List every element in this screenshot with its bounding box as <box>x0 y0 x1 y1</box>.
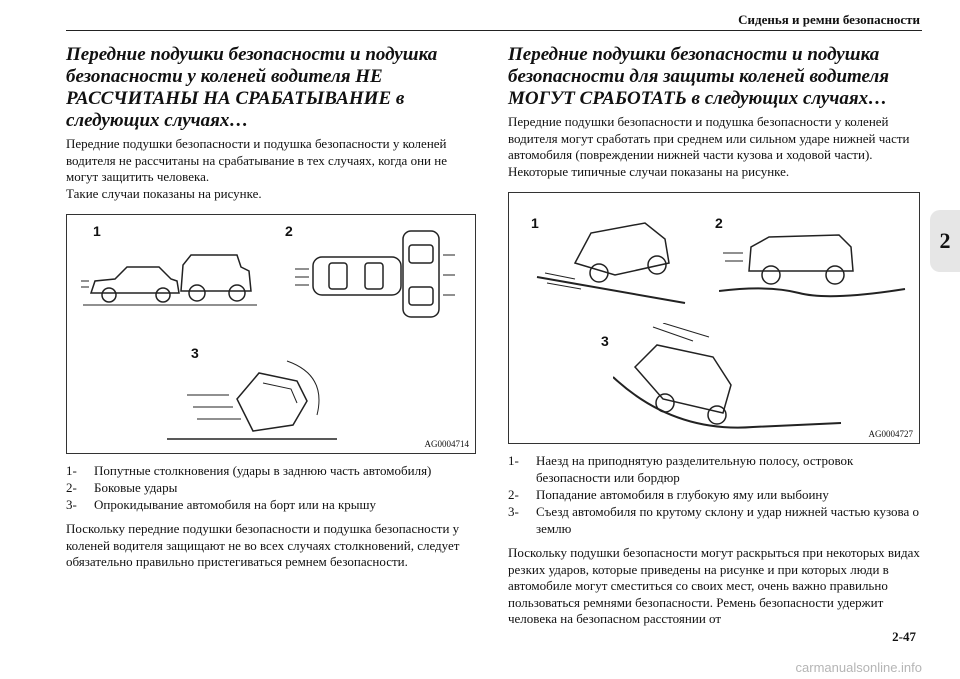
list-item <box>66 462 478 479</box>
list-item-text: Боковые удары <box>94 480 178 495</box>
list-item-text: Съезд автомобиля по крутому склону и удар нижней частью кузова о землю <box>536 504 919 536</box>
left-list <box>66 462 478 513</box>
list-item-number: 2- <box>508 487 519 502</box>
chapter-tab <box>930 210 960 272</box>
right-column <box>508 44 920 628</box>
watermark: carmanualsonline.info <box>795 660 922 675</box>
list-item <box>66 479 478 496</box>
list-item-text: Попадание автомобиля в глубокую яму или выбоину <box>536 487 829 502</box>
right-list <box>508 452 920 537</box>
left-after-text: Поскольку передние подушки безопасности и подушка безопасности у коленей водителя защищают не во всех случаях столкновений, следует обязательно правильно пристегиваться ремнем безопасности. <box>66 521 460 569</box>
steep-slope-illustration <box>613 323 843 435</box>
list-item-number: 1- <box>508 453 519 468</box>
right-intro: Передние подушки безопасности и подушка безопасности у коленей водителя могут сработать при среднем или сильном ударе нижней части автомобиля (повреждении нижней части кузова и ходовой части). <box>508 114 910 162</box>
list-item-text: Наезд на приподнятую разделительную полосу, островок безопасности или бордюр <box>536 453 854 485</box>
figure-label-2: 2 <box>285 223 293 239</box>
figure-code: AG0004727 <box>868 429 913 439</box>
left-intro-2: Такие случаи показаны на рисунке. <box>66 185 262 201</box>
right-figure <box>508 192 920 444</box>
figure-label-1: 1 <box>531 215 539 231</box>
list-item-text: Опрокидывание автомобиля на борт или на крышу <box>94 497 377 512</box>
left-heading: Передние подушки безопасности и подушка безопасности у коленей водителя НЕ РАССЧИТАНЫ НА СРАБАТЫВАНИЕ в следующих случаях… <box>66 44 438 131</box>
list-item-number: 1- <box>66 463 77 478</box>
left-intro: Передние подушки безопасности и подушка безопасности у коленей водителя не рассчитаны на срабатывание в тех случаях, когда они не могут защитить человека. <box>66 136 447 184</box>
pothole-illustration <box>719 227 909 307</box>
right-intro-2: Некоторые типичные случаи показаны на рисунке. <box>508 163 790 179</box>
list-item-number: 3- <box>66 497 77 512</box>
page-number: 2-47 <box>892 629 916 644</box>
header-rule <box>66 30 922 31</box>
right-heading: Передние подушки безопасности и подушка безопасности для защиты коленей водителя МОГУТ СРАБОТАТЬ в следующих случаях… <box>508 44 890 109</box>
figure-label-3: 3 <box>601 333 609 349</box>
list-item-number: 3- <box>508 504 519 519</box>
right-after-text: Поскольку подушки безопасности могут раскрыться при некоторых видах резких ударов, которые приведены на рисунке и при которых люди в автомобиле могут сместиться со своих мест, очень важно правильно пользоваться ремнями безопасности. Ремень безопасности удержит человека на безопасном расстоянии от <box>508 545 920 626</box>
rollover-illustration <box>167 355 337 447</box>
figure-label-2: 2 <box>715 215 723 231</box>
section-title: Сиденья и ремни безопасности <box>738 12 920 27</box>
side-impact-illustration <box>293 225 465 335</box>
figure-code: AG0004714 <box>424 439 469 449</box>
list-item-number: 2- <box>66 480 77 495</box>
left-figure <box>66 214 476 454</box>
list-item <box>508 452 920 486</box>
curb-strike-illustration <box>535 213 695 305</box>
list-item <box>508 503 920 537</box>
figure-label-1: 1 <box>93 223 101 239</box>
list-item <box>508 486 920 503</box>
list-item <box>66 496 478 513</box>
figure-label-3: 3 <box>191 345 199 361</box>
chapter-tab-number: 2 <box>939 228 951 253</box>
left-column <box>66 44 478 571</box>
list-item-text: Попутные столкновения (удары в заднюю часть автомобиля) <box>94 463 432 478</box>
rear-collision-illustration <box>81 245 261 315</box>
